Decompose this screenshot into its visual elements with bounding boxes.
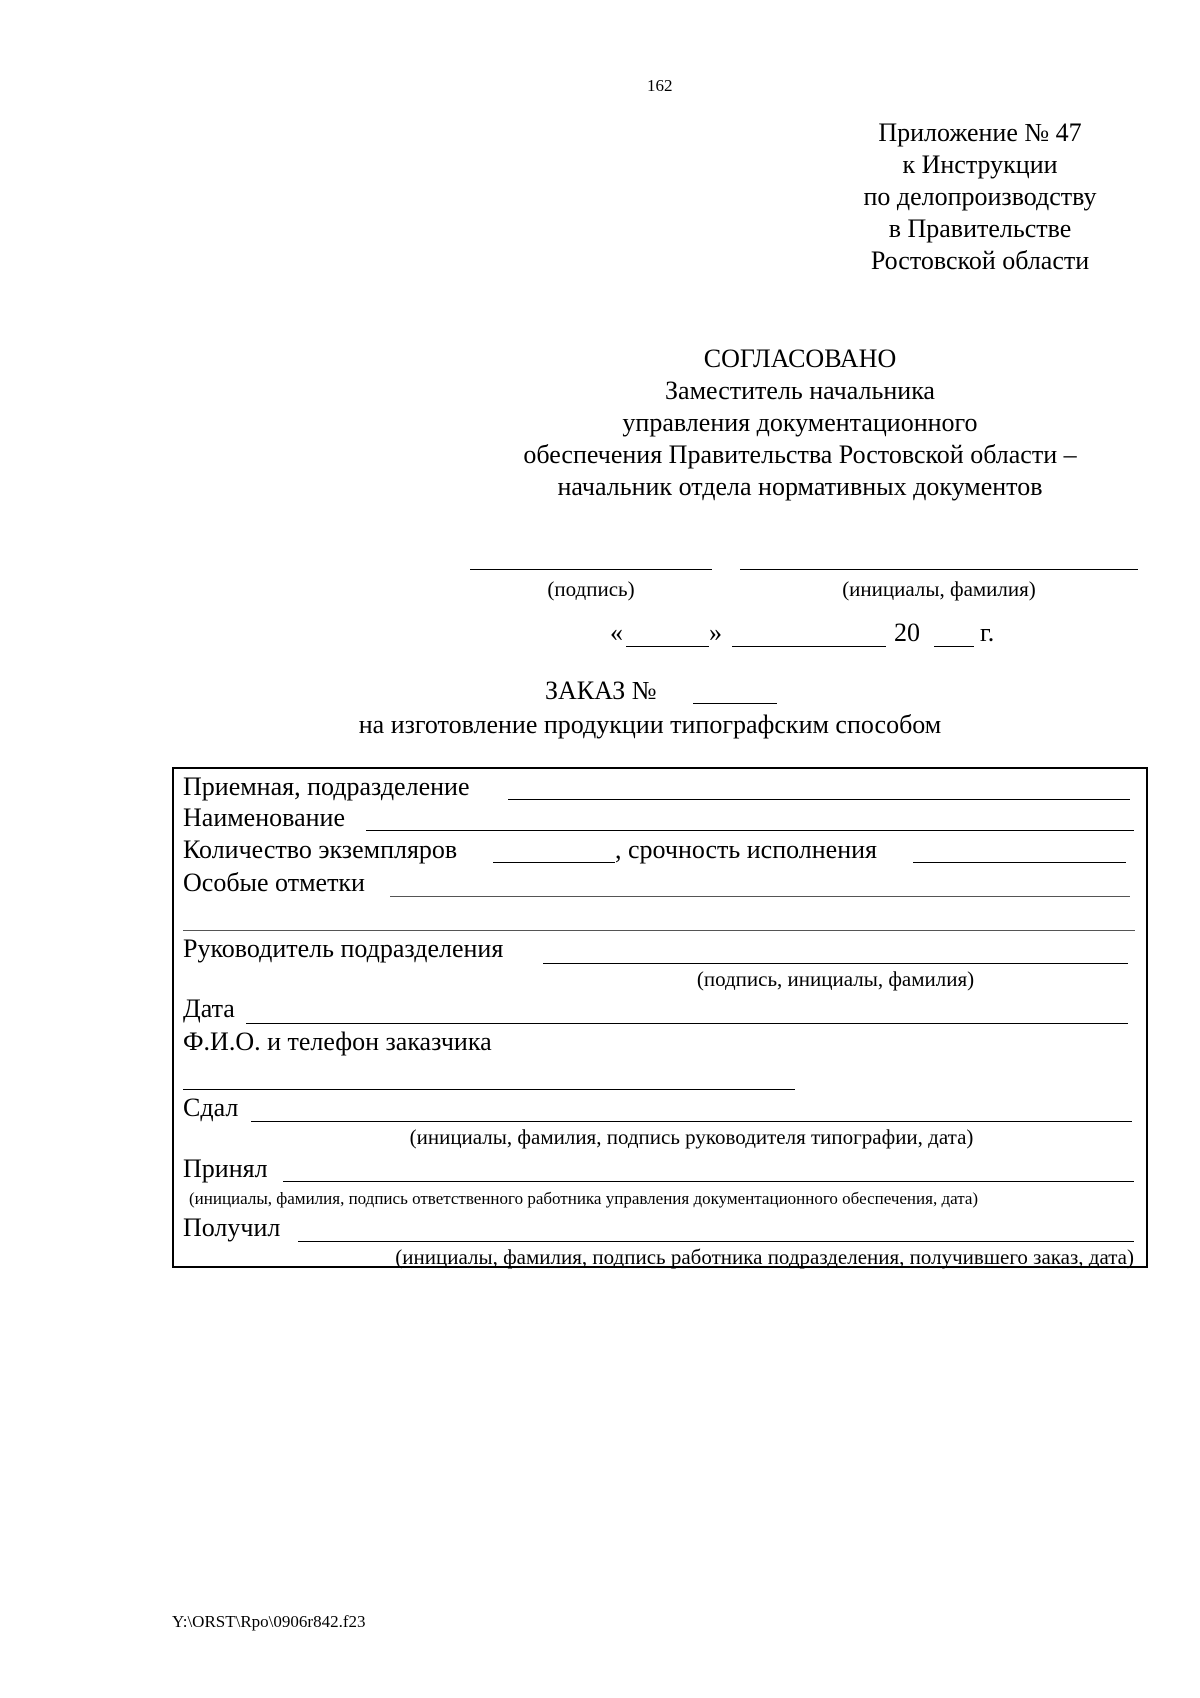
- appendix-line-5: Ростовской области: [870, 246, 1090, 275]
- approval-name-line[interactable]: [740, 569, 1138, 570]
- received-caption: (инициалы, фамилия, подпись работника подразделения, получившего заказ, дата): [395, 1245, 1134, 1269]
- approval-line-1: Заместитель начальника: [665, 376, 935, 405]
- notes-field-line-1[interactable]: [390, 896, 1130, 897]
- received-label: Получил: [183, 1213, 281, 1242]
- appendix-line-4: в Правительстве: [888, 214, 1072, 243]
- notes-label: Особые отметки: [183, 868, 365, 897]
- urgency-label: , срочность исполнения: [615, 835, 878, 864]
- customer-field-line[interactable]: [183, 1089, 795, 1090]
- date-open-quote: «: [610, 618, 623, 647]
- approval-line-3: обеспечения Правительства Ростовской области –: [523, 440, 1077, 469]
- date-month-line[interactable]: [732, 646, 886, 647]
- date-year-prefix: 20: [894, 618, 920, 647]
- approval-line-4: начальник отдела нормативных документов: [557, 472, 1043, 501]
- copies-field-line[interactable]: [493, 862, 615, 863]
- date-label: Дата: [183, 994, 235, 1023]
- approval-line-2: управления документационного: [622, 408, 978, 437]
- accepted-caption: (инициалы, фамилия, подпись ответственного работника управления документационного обеспечения, дата): [189, 1189, 979, 1208]
- handed-label: Сдал: [183, 1093, 239, 1122]
- footer-file-path: Y:\ORST\Rpo\0906r842.f23: [172, 1612, 366, 1631]
- date-year-line[interactable]: [934, 646, 974, 647]
- appendix-line-1: Приложение № 47: [878, 118, 1082, 147]
- approval-name-caption: (инициалы, фамилия): [842, 577, 1036, 601]
- accepted-label: Принял: [183, 1154, 268, 1183]
- date-year-suffix: г.: [980, 618, 995, 647]
- reception-label: Приемная, подразделение: [183, 772, 470, 801]
- date-field-line[interactable]: [246, 1023, 1128, 1024]
- appendix-line-2: к Инструкции: [902, 150, 1058, 179]
- name-label: Наименование: [183, 803, 345, 832]
- received-field-line[interactable]: [298, 1241, 1134, 1242]
- appendix-line-3: по делопроизводству: [863, 182, 1097, 211]
- order-title: ЗАКАЗ №: [545, 676, 657, 705]
- copies-label: Количество экземпляров: [183, 835, 458, 864]
- approval-signature-caption: (подпись): [547, 577, 635, 601]
- approval-signature-line[interactable]: [470, 569, 712, 570]
- reception-field-line[interactable]: [508, 799, 1130, 800]
- order-number-line[interactable]: [693, 703, 777, 704]
- notes-field-line-2[interactable]: [183, 930, 1135, 931]
- order-subtitle: на изготовление продукции типографским способом: [358, 710, 942, 739]
- head-caption: (подпись, инициалы, фамилия): [696, 967, 975, 991]
- handed-caption: (инициалы, фамилия, подпись руководителя типографии, дата): [409, 1125, 974, 1149]
- page-number: 162: [647, 76, 673, 95]
- head-field-line[interactable]: [543, 963, 1128, 964]
- handed-field-line[interactable]: [251, 1121, 1132, 1122]
- customer-label: Ф.И.О. и телефон заказчика: [183, 1027, 492, 1056]
- urgency-field-line[interactable]: [913, 862, 1126, 863]
- name-field-line[interactable]: [366, 830, 1134, 831]
- accepted-field-line[interactable]: [283, 1181, 1134, 1182]
- date-close-quote: »: [709, 618, 722, 647]
- head-label: Руководитель подразделения: [183, 934, 504, 963]
- date-day-line[interactable]: [626, 646, 709, 647]
- approval-heading: СОГЛАСОВАНО: [703, 344, 897, 373]
